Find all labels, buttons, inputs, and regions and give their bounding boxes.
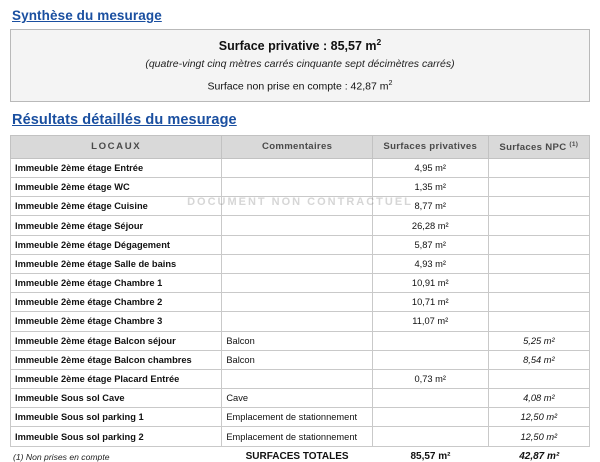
table-row [11, 350, 590, 369]
cell-commentaire [222, 158, 373, 177]
cell-surface-privative: 26,28 m² [372, 216, 488, 235]
cell-surface-privative: 11,07 m² [372, 312, 488, 331]
summary-sub-line [17, 79, 583, 93]
cell-commentaire [222, 178, 373, 197]
watermark: DOCUMENT NON CONTRACTUEL [187, 196, 413, 208]
cell-surface-npc: 12,50 m² [488, 427, 589, 446]
cell-commentaire: Emplacement de stationnement [222, 408, 373, 427]
cell-local: Immeuble 2ème étage Balcon séjour [11, 331, 222, 350]
cell-local: Immeuble Sous sol parking 1 [11, 408, 222, 427]
cell-commentaire: Balcon [222, 350, 373, 369]
table-row [11, 216, 590, 235]
cell-surface-npc: 8,54 m² [488, 350, 589, 369]
cell-commentaire [222, 273, 373, 292]
cell-surface-privative: 8,77 m² [372, 197, 488, 216]
cell-surface-privative: 0,73 m² [372, 369, 488, 388]
cell-local: Immeuble 2ème étage Salle de bains [11, 254, 222, 273]
table-row [11, 178, 590, 197]
summary-sub-unit: 2 [388, 79, 393, 88]
table-row [11, 312, 590, 331]
cell-local: Immeuble Sous sol Cave [11, 389, 222, 408]
column-header-surfaces-npc [488, 135, 589, 158]
cell-local: Immeuble 2ème étage Chambre 2 [11, 293, 222, 312]
cell-commentaire [222, 235, 373, 254]
cell-local: Immeuble Sous sol parking 2 [11, 427, 222, 446]
cell-commentaire [222, 293, 373, 312]
table-row [11, 235, 590, 254]
cell-local: Immeuble 2ème étage Séjour [11, 216, 222, 235]
summary-main-value: 85,57 m [330, 39, 377, 54]
summary-main-line [17, 37, 583, 53]
column-header-npc-text: Surfaces NPC [499, 141, 570, 153]
summary-words: (quatre-vingt cinq mètres carrés cinquante sept décimètres carrés) [145, 58, 455, 71]
table-row [11, 254, 590, 273]
cell-surface-npc [488, 273, 589, 292]
cell-commentaire [222, 312, 373, 331]
cell-local: Immeuble 2ème étage WC [11, 178, 222, 197]
cell-local: Immeuble 2ème étage Chambre 3 [11, 312, 222, 331]
cell-surface-npc [488, 293, 589, 312]
summary-main-label: Surface privative : [218, 39, 331, 54]
cell-commentaire: Balcon [222, 331, 373, 350]
cell-surface-privative [372, 389, 488, 408]
cell-surface-privative: 1,35 m² [372, 178, 488, 197]
table-footer [10, 451, 590, 462]
cell-local: Immeuble 2ème étage Chambre 1 [11, 273, 222, 292]
table-row [11, 293, 590, 312]
summary-box [10, 29, 590, 102]
table-row [11, 158, 590, 177]
table-row [11, 331, 590, 350]
cell-surface-npc: 4,08 m² [488, 389, 589, 408]
cell-local: Immeuble 2ème étage Placard Entrée [11, 369, 222, 388]
table-row [11, 389, 590, 408]
footnote: (1) Non prises en compte [13, 451, 110, 462]
totals-privatives: 85,57 m² [410, 450, 451, 462]
cell-surface-privative: 10,91 m² [372, 273, 488, 292]
cell-surface-npc [488, 312, 589, 331]
cell-local: Immeuble 2ème étage Dégagement [11, 235, 222, 254]
table-header-row [11, 135, 590, 158]
cell-surface-privative: 5,87 m² [372, 235, 488, 254]
resultats-title: Résultats détaillés du mesurage [12, 111, 237, 128]
cell-surface-privative: 10,71 m² [372, 293, 488, 312]
table-row [11, 197, 590, 216]
cell-surface-npc [488, 235, 589, 254]
cell-surface-npc [488, 197, 589, 216]
cell-commentaire: Cave [222, 389, 373, 408]
summary-sub-label: Surface non prise en compte : 42,87 m [207, 80, 389, 93]
cell-surface-privative [372, 427, 488, 446]
cell-commentaire: Emplacement de stationnement [222, 427, 373, 446]
table-row [11, 427, 590, 446]
cell-surface-privative: 4,93 m² [372, 254, 488, 273]
cell-surface-npc: 12,50 m² [488, 408, 589, 427]
column-header-npc-footnote-marker: (1) [569, 140, 579, 148]
cell-surface-npc [488, 254, 589, 273]
cell-surface-npc [488, 178, 589, 197]
synthese-title: Synthèse du mesurage [12, 8, 162, 23]
cell-local: Immeuble 2ème étage Entrée [11, 158, 222, 177]
table-header [11, 135, 590, 158]
cell-commentaire [222, 216, 373, 235]
column-header-commentaires: Commentaires [222, 135, 373, 158]
table-body [11, 158, 590, 446]
cell-local: Immeuble 2ème étage Balcon chambres [11, 350, 222, 369]
cell-surface-privative: 4,95 m² [372, 158, 488, 177]
summary-main-unit: 2 [376, 37, 382, 47]
cell-local: Immeuble 2ème étage Cuisine [11, 197, 222, 216]
totals-npc: 42,87 m² [519, 450, 560, 462]
cell-commentaire [222, 369, 373, 388]
cell-surface-npc [488, 369, 589, 388]
totals-label: SURFACES TOTALES [245, 450, 349, 462]
cell-commentaire [222, 197, 373, 216]
column-header-locaux: LOCAUX [11, 135, 222, 158]
cell-surface-privative [372, 350, 488, 369]
table-row [11, 369, 590, 388]
table-row [11, 273, 590, 292]
column-header-surfaces-privatives: Surfaces privatives [372, 135, 488, 158]
results-table [10, 135, 590, 447]
cell-commentaire [222, 254, 373, 273]
cell-surface-npc [488, 158, 589, 177]
cell-surface-npc: 5,25 m² [488, 331, 589, 350]
cell-surface-privative [372, 331, 488, 350]
cell-surface-npc [488, 216, 589, 235]
